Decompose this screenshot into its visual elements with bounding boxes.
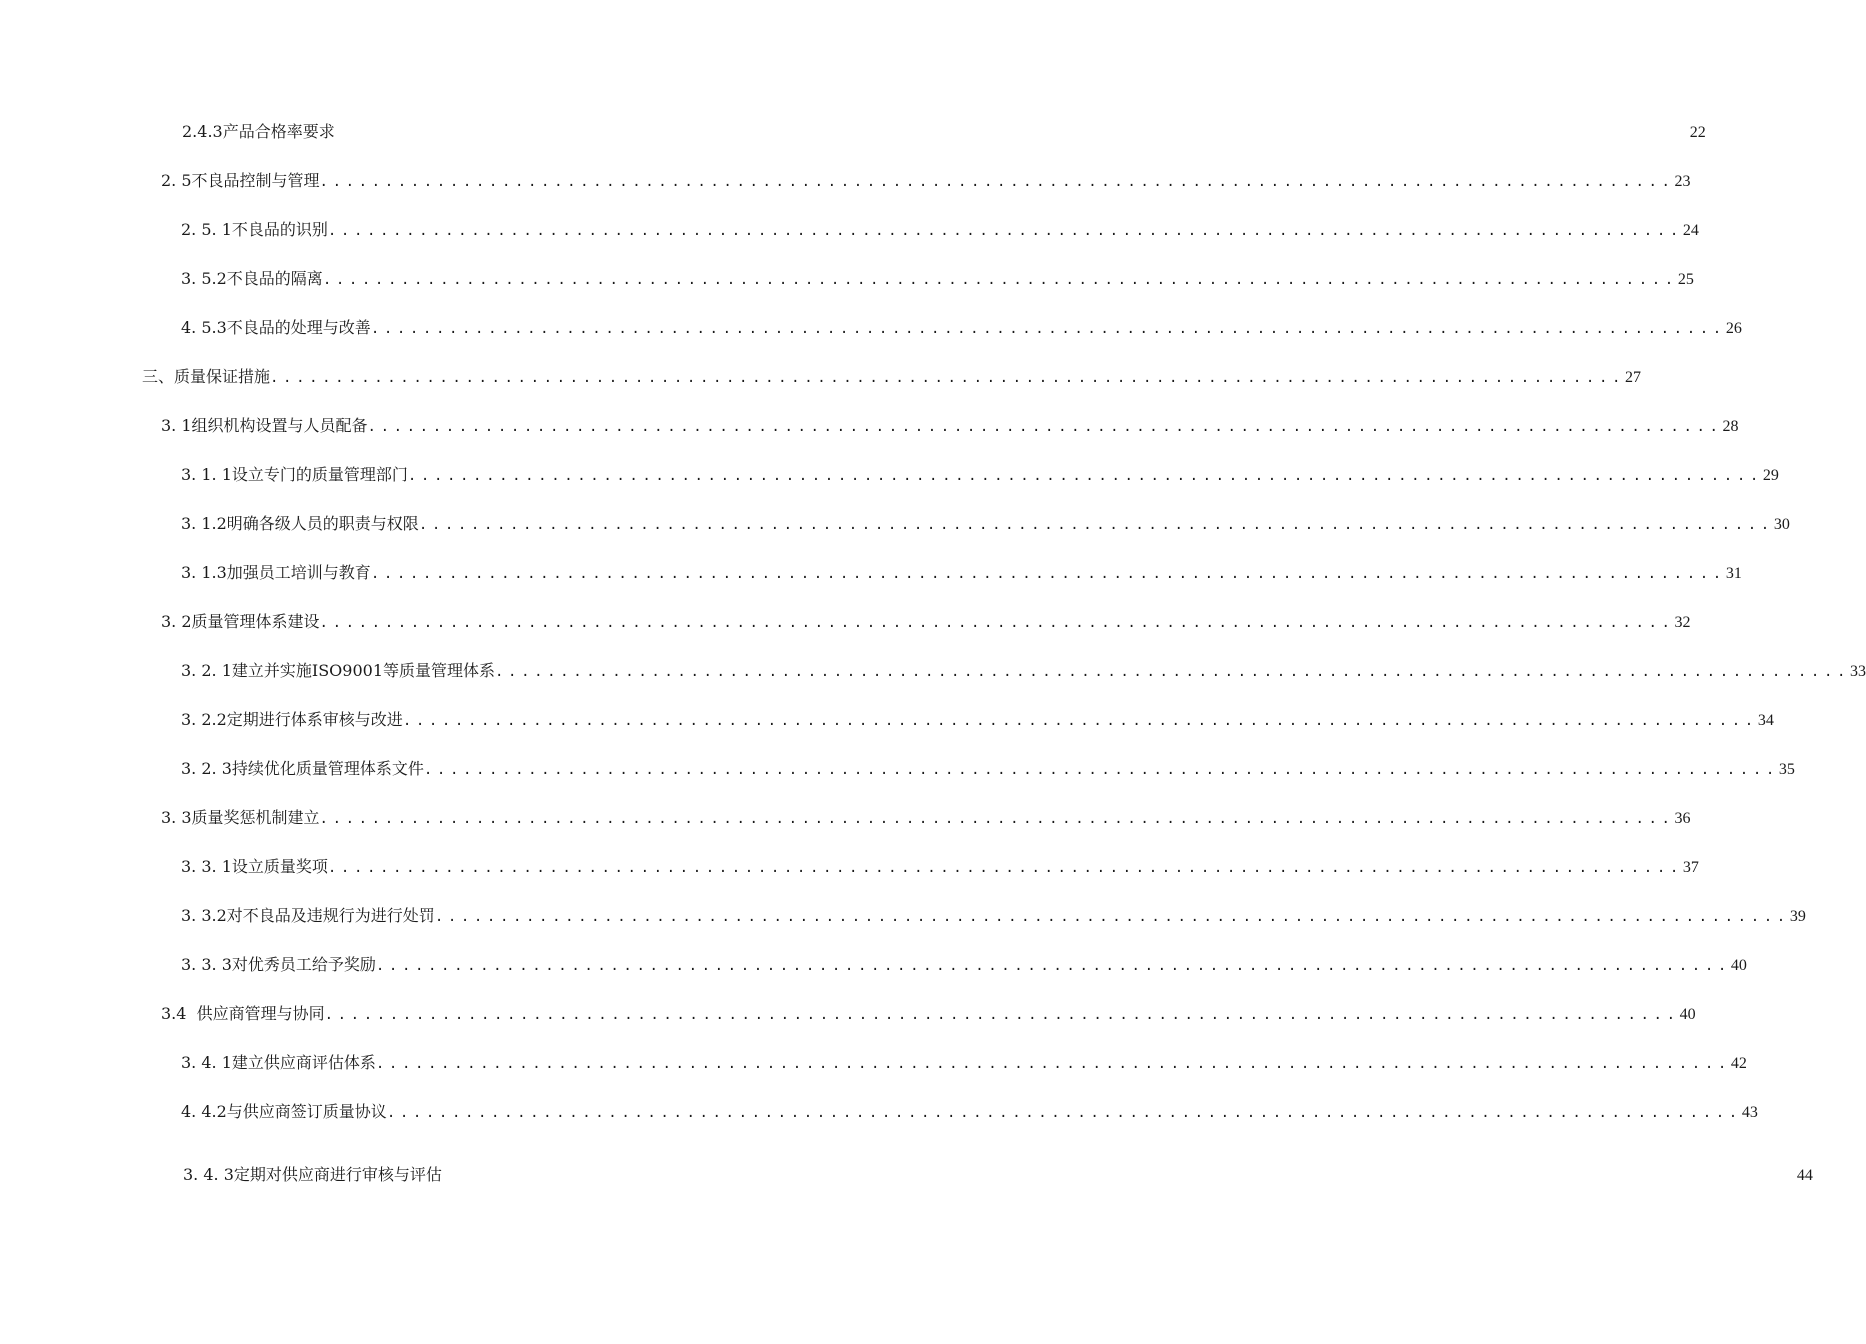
toc-page-number: 35 (1778, 761, 1795, 778)
toc-entry[interactable] (181, 756, 1795, 782)
toc-leader: ........................................................................................................ (423, 762, 1779, 778)
toc-entry[interactable] (161, 805, 1691, 831)
toc-leader: ........................................................................................................ (319, 615, 1675, 631)
toc-entry[interactable] (181, 903, 1806, 929)
toc-entry-label: 3. 2. 1建立并实施ISO9001等质量管理体系 (181, 661, 496, 680)
toc-entry-label: 3. 4. 1建立供应商评估体系 (181, 1053, 376, 1072)
toc-entry-label: 4. 4.2与供应商签订质量协议 (181, 1102, 387, 1121)
toc-page-number: 29 (1762, 467, 1779, 484)
toc-leader: ........................................................................................................ (375, 958, 1731, 974)
toc-entry[interactable] (181, 315, 1742, 341)
toc-page-number: 25 (1677, 271, 1694, 288)
toc-leader: ........................................................................................................ (327, 223, 1683, 239)
toc-entry[interactable] (181, 462, 1779, 488)
toc-entry-label: 3. 2. 3持续优化质量管理体系文件 (181, 759, 424, 778)
toc-leader: ........................................................................................................ (418, 517, 1774, 533)
toc-entry[interactable] (181, 658, 1866, 684)
toc-page-number: 39 (1789, 908, 1806, 925)
toc-leader: ........................................................................................................ (407, 468, 1763, 484)
toc-page-number: 33 (1850, 663, 1866, 680)
toc-entry[interactable] (181, 217, 1699, 243)
toc-leader: ........................................................................................................ (327, 860, 1683, 876)
toc-entry-label: 3. 3. 3对优秀员工给予奖励 (181, 955, 376, 974)
toc-entry-label: 3. 3质量奖惩机制建立 (161, 808, 320, 827)
toc-leader: ........................................................................................................ (322, 272, 1678, 288)
toc-page-number: 43 (1741, 1104, 1758, 1121)
toc-entry[interactable] (182, 119, 1706, 145)
toc-page-number: 24 (1682, 222, 1699, 239)
toc-entry[interactable] (183, 1162, 1813, 1188)
toc-page-number: 28 (1722, 418, 1739, 435)
toc-entry[interactable] (181, 511, 1790, 537)
toc-entry[interactable] (142, 364, 1642, 390)
toc-entry-label: 2.4.3产品合格率要求 (182, 122, 335, 141)
toc-page-number: 40 (1679, 1006, 1696, 1023)
toc-leader: ........................................................................................................ (324, 1007, 1680, 1023)
toc-entry-label: 4. 5.3不良品的处理与改善 (181, 318, 371, 337)
toc-leader: ........................................................................................................ (319, 174, 1675, 190)
toc-entry-label: 3. 1.2明确各级人员的职责与权限 (181, 514, 419, 533)
toc-entry-label: 3. 3. 1设立质量奖项 (181, 857, 328, 876)
toc-entry[interactable] (181, 952, 1747, 978)
toc-page-number: 34 (1757, 712, 1774, 729)
toc-entry-label: 3. 3.2对不良品及违规行为进行处罚 (181, 906, 435, 925)
toc-entry-label: 3. 5.2不良品的隔离 (181, 269, 323, 288)
toc-leader: ........................................................................................................ (270, 370, 1626, 386)
toc-entry-label: 3. 1. 1设立专门的质量管理部门 (181, 465, 408, 484)
toc-entry[interactable] (181, 1050, 1747, 1076)
toc-leader: ........................................................................................................ (402, 713, 1758, 729)
toc-entry[interactable] (161, 168, 1691, 194)
toc-page-number: 31 (1725, 565, 1742, 582)
toc-entry[interactable] (181, 266, 1694, 292)
toc-entry-label: 三、质量保证措施 (142, 367, 271, 386)
toc-entry-label: 3. 1组织机构设置与人员配备 (161, 416, 368, 435)
toc-entry-label: 2. 5. 1不良品的识别 (181, 220, 328, 239)
toc-leader: ........................................................................................................ (370, 566, 1726, 582)
toc-entry-label: 3. 2.2定期进行体系审核与改进 (181, 710, 403, 729)
toc-entry-label: 3. 4. 3定期对供应商进行审核与评估 (183, 1165, 442, 1184)
toc-entry-label: 3.4 供应商管理与协同 (161, 1004, 325, 1023)
toc-entry[interactable] (181, 1099, 1758, 1125)
toc-page-number: 23 (1674, 173, 1691, 190)
toc-entry[interactable] (181, 560, 1742, 586)
toc-leader: ........................................................................................................ (319, 811, 1675, 827)
toc-page-number: 40 (1730, 957, 1747, 974)
toc-page-number: 36 (1674, 810, 1691, 827)
toc-page-number: 32 (1674, 614, 1691, 631)
toc-entry[interactable] (181, 707, 1774, 733)
toc-entry[interactable] (161, 609, 1691, 635)
toc-leader: ........................................................................................................ (434, 909, 1790, 925)
toc-page-number: 37 (1682, 859, 1699, 876)
toc-entry-label: 2. 5不良品控制与管理 (161, 171, 320, 190)
toc-page-number: 44 (1796, 1167, 1813, 1184)
toc-page-number: 27 (1625, 369, 1642, 386)
toc-entry[interactable] (181, 854, 1699, 880)
toc-page-number: 22 (1689, 124, 1706, 141)
toc-entry-label: 3. 2质量管理体系建设 (161, 612, 320, 631)
toc-leader: ........................................................................................................ (370, 321, 1726, 337)
toc-entry-label: 3. 1.3加强员工培训与教育 (181, 563, 371, 582)
toc-page-number: 30 (1773, 516, 1790, 533)
toc-page-number: 26 (1725, 320, 1742, 337)
toc-leader: ........................................................................................................ (386, 1105, 1742, 1121)
toc-leader: ........................................................................................................ (495, 664, 1851, 680)
toc-entry[interactable] (161, 413, 1739, 439)
toc-page-number: 42 (1730, 1055, 1747, 1072)
toc-leader: ........................................................................................................ (375, 1056, 1731, 1072)
toc-leader: ........................................................................................................ (367, 419, 1723, 435)
toc-entry[interactable] (161, 1001, 1696, 1027)
